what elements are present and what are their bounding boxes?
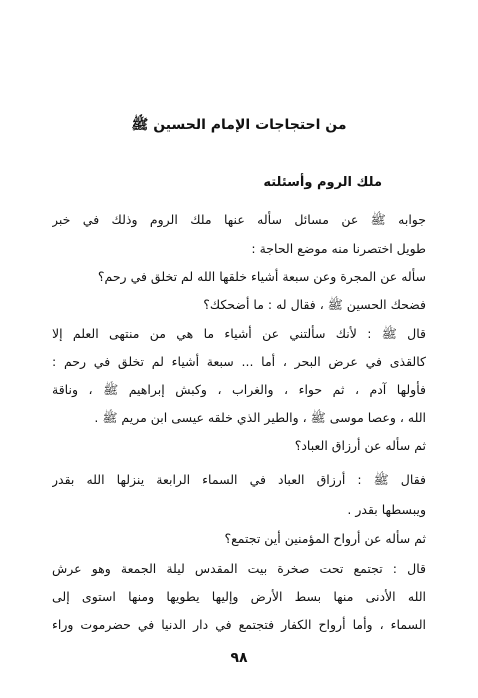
body-line: قال ﷺ : لأنك سألتني عن أشياء ما هي من منتهى العلم إلا <box>52 326 426 341</box>
body-line: ويبسطها بقدر . <box>347 502 426 517</box>
body-line: سأله عن المجرة وعن سبعة أشياء خلقها الله لم تخلق في رحم؟ <box>97 269 426 284</box>
body-line: ثم سأله عن أرواح المؤمنين أين تجتمع؟ <box>224 531 426 546</box>
body-line: فقال ﷺ : أرزاق العباد في السماء الرابعة ينزلها الله بقدر <box>52 472 426 487</box>
body-line: فضحك الحسين ﷺ ، فقال له : ما أضحكك؟ <box>203 297 426 312</box>
body-line: طويل اختصرنا منه موضع الحاجة : <box>251 241 426 256</box>
body-line: فأولها آدم ، ثم حواء ، والغراب ، وكبش إبراهيم ﷺ ، وناقة <box>52 382 426 397</box>
section-title: ملك الروم وأسئلته <box>263 175 382 190</box>
body-line: كالقذى في عرض البحر ، أما ... سبعة أشياء لم تخلق في رحم : <box>52 354 426 369</box>
body-line: جوابه ﷺ عن مسائل سأله عنها ملك الروم وذلك في خبر <box>52 212 426 227</box>
body-line: الله ، وعصا موسى ﷺ ، والطير الذي خلقه عيسى ابن مريم ﷺ . <box>94 410 426 425</box>
body-line: ثم سأله عن أرزاق العباد؟ <box>294 438 426 453</box>
body-line: قال : تجتمع تحت صخرة بيت المقدس ليلة الجمعة وهو عرش <box>52 561 426 576</box>
page-number: ٩٨ <box>230 650 248 666</box>
chapter-title: من احتجاجات الإمام الحسين ﷺ <box>131 117 347 133</box>
body-line: الله الأدنى منها بسط الأرض وإليها يطويها ومنها استوى إلى <box>52 589 426 604</box>
body-line: السماء ، وأما أرواح الكفار فتجتمع في دار الدنيا في حضرموت وراء <box>52 617 426 632</box>
